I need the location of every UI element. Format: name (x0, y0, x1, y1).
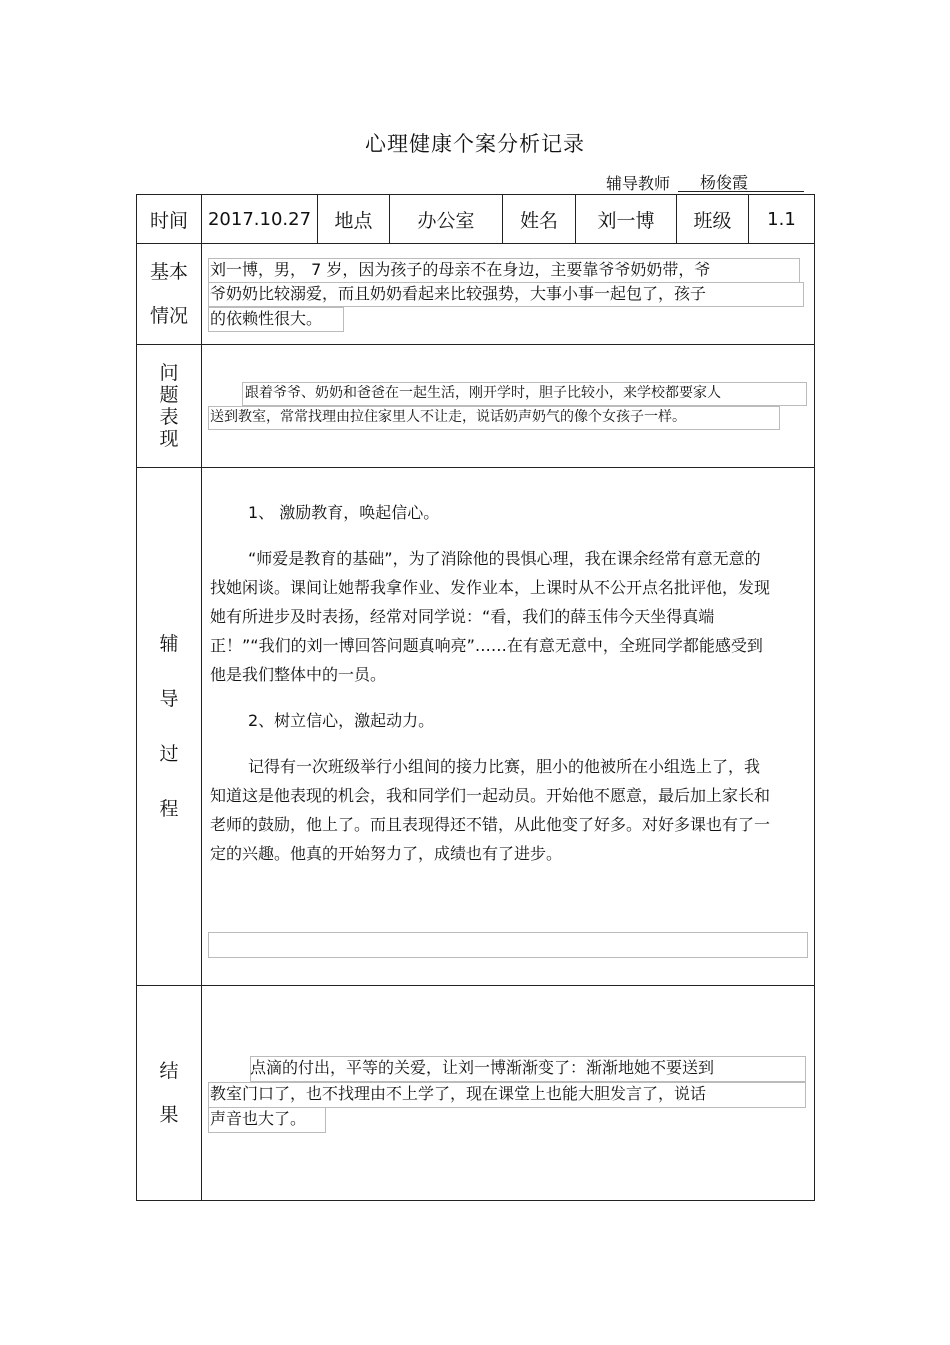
process-label-char: 辅 (159, 632, 179, 655)
result-line-1: 点滴的付出，平等的关爱，让刘一博渐渐变了：渐渐地她不要送到 (250, 1058, 715, 1077)
empty-text-box (208, 932, 808, 958)
basic-row (137, 244, 815, 345)
name-label: 姓名 (503, 195, 576, 244)
time-label: 时间 (137, 195, 202, 244)
process-heading-2: 2、树立信心，激起动力。 (248, 711, 435, 730)
page-title: 心理健康个案分析记录 (365, 132, 585, 156)
problem-label-char: 表 (159, 406, 179, 428)
process-label (137, 468, 202, 986)
process-label-char: 过 (159, 742, 179, 765)
basic-line-3: 的依赖性很大。 (210, 309, 323, 328)
basic-label (137, 244, 202, 345)
basic-label-line1: 基本 (149, 261, 188, 283)
teacher-name: 杨俊霞 (678, 170, 804, 192)
result-line-2: 教室门口了，也不找理由不上学了，现在课堂上也能大胆发言了，说话 (210, 1084, 707, 1103)
header-row (137, 195, 815, 244)
process-paragraph-2: 记得有一次班级举行小组间的接力比赛，胆小的他被所在小组选上了，我知道这是他表现的机会，我和同学们一起动员。开始他不愿意，最后加上家长和老师的鼓励，他上了。而且表现得还不错，从此他变了好多。对好多课也有了一定的兴趣。他真的开始努力了，成绩也有了进步。 (210, 757, 771, 863)
basic-content (202, 244, 815, 345)
result-label (137, 986, 202, 1201)
problem-label-char: 题 (159, 384, 179, 406)
class-value: 1.1 (749, 195, 815, 244)
place-value: 办公室 (390, 195, 503, 244)
class-label: 班级 (677, 195, 749, 244)
problem-label-char: 问 (159, 362, 179, 384)
result-label-char: 果 (159, 1104, 179, 1126)
process-content (202, 468, 815, 986)
basic-line-2: 爷奶奶比较溺爱，而且奶奶看起来比较强势，大事小事一起包了，孩子 (210, 284, 707, 303)
problem-line-2: 送到教室，常常找理由拉住家里人不让走，说话奶声奶气的像个女孩子一样。 (210, 409, 686, 425)
result-content (202, 986, 815, 1201)
process-row (137, 468, 815, 986)
problem-row (137, 345, 815, 468)
result-line-3: 声音也大了。 (210, 1109, 307, 1128)
record-table (136, 194, 815, 1201)
process-paragraph-1: “师爱是教育的基础”，为了消除他的畏惧心理，我在课余经常有意无意的找她闲谈。课间让她帮我拿作业、发作业本，上课时从不公开点名批评他，发现她有所进步及时表扬，经常对同学说：“看，我们的薛玉伟今天坐得真端正！”“我们的刘一博回答问题真响亮”……在有意无意中，全班同学都能感受到他是我们整体中的一员。 (210, 549, 771, 684)
place-label: 地点 (318, 195, 390, 244)
result-label-char: 结 (159, 1060, 179, 1082)
process-label-char: 程 (159, 797, 179, 820)
process-heading-1: 1、 激励教育，唤起信心。 (248, 503, 440, 522)
basic-line-1: 刘一博，男， 7 岁，因为孩子的母亲不在身边，主要靠爷爷奶奶带，爷 (210, 260, 711, 279)
teacher-label: 辅导教师 (606, 174, 671, 193)
problem-label (137, 345, 202, 468)
basic-label-line2: 情况 (149, 305, 188, 327)
time-value: 2017.10.27 (202, 195, 318, 244)
result-row (137, 986, 815, 1201)
problem-line-1: 跟着爷爷、奶奶和爸爸在一起生活，刚开学时，胆子比较小，来学校都要家人 (245, 385, 721, 401)
process-label-char: 导 (159, 687, 179, 710)
problem-label-char: 现 (159, 428, 179, 450)
problem-content (202, 345, 815, 468)
name-value: 刘一博 (576, 195, 677, 244)
